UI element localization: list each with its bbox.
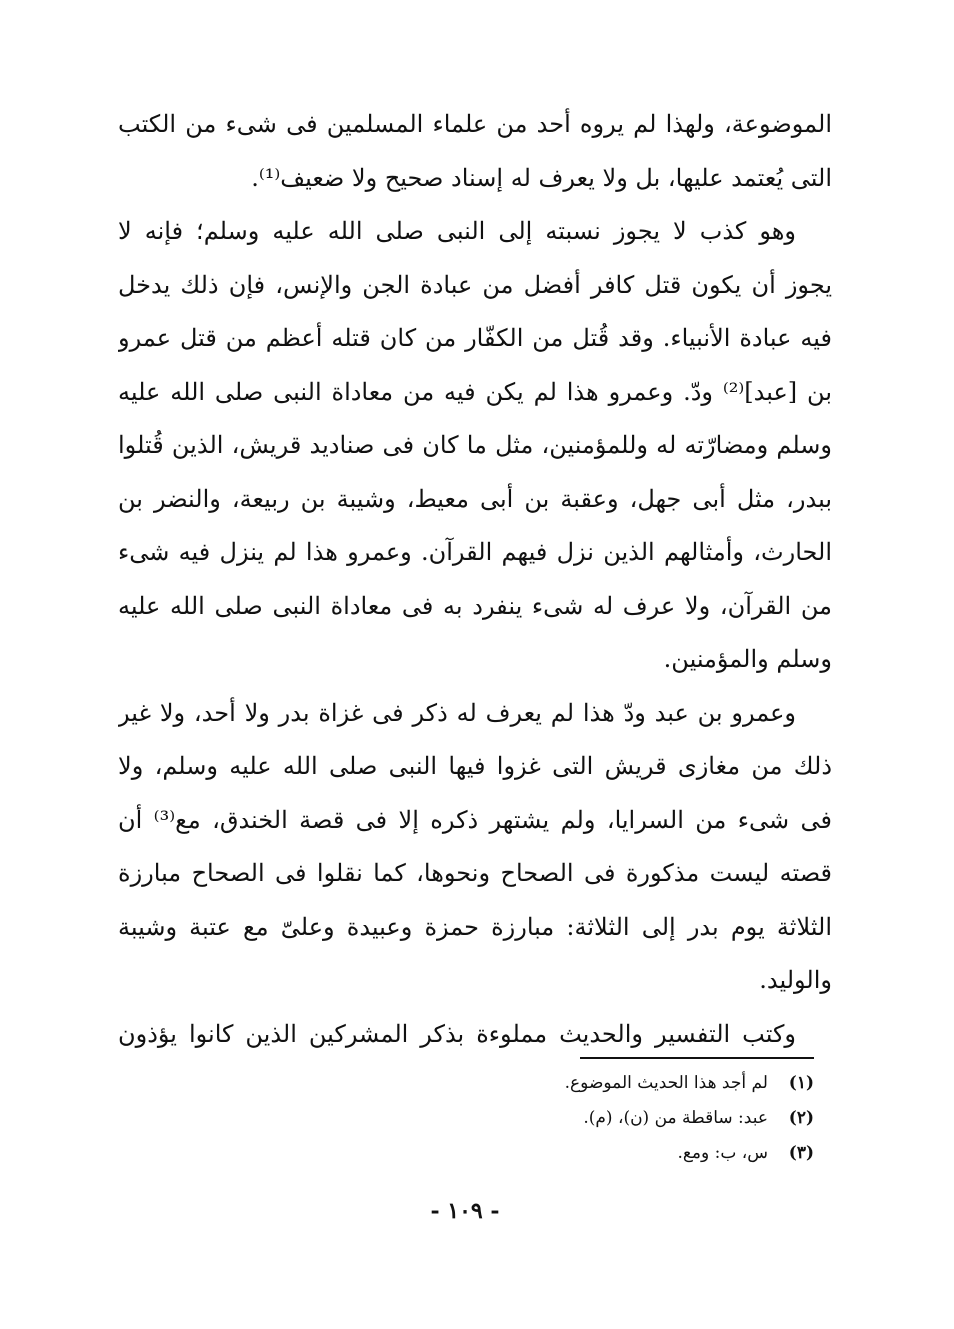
footnote-item — [300, 1066, 814, 1101]
text-line: الحارث، وأمثالهم الذين نزل فيهم القرآن. وعمرو هذا لم ينزل فيه شىء — [118, 538, 832, 566]
text-line: وكتب التفسير والحديث مملوءة بذكر المشركين الذين كانوا يؤذون — [118, 1019, 796, 1048]
body-text — [118, 98, 832, 1061]
text-line: بن [عبد]⁽²⁾ ودّ. وعمرو هذا لم يكن فيه من معاداة النبى صلى الله عليه — [118, 377, 832, 406]
text-line: قصته ليست مذكورة فى الصحاح ونحوها، كما نقلوا فى الصحاح مبارزة — [118, 859, 832, 887]
footnote-text: لم أجد هذا الحديث الموضوع. — [564, 1073, 768, 1093]
text-line: يجوز أن يكون قتل كافر أفضل من عبادة الجن والإنس، فإن ذلك يدخل — [118, 270, 832, 299]
text-line: ببدر، مثل أبى جهل، وعقبة بن أبى معيط، وشيبة بن ربيعة، والنضر بن — [118, 484, 832, 513]
text-line: وعمرو بن عبد ودّ هذا لم يعرف له ذكر فى غزاة بدر ولا أحد، ولا غير — [118, 698, 796, 727]
footnote-item — [300, 1136, 814, 1171]
footnote-divider — [580, 1057, 814, 1059]
text-line: التى يُعتمد عليها، بل ولا يعرف له إسناد صحيح ولا ضعيف⁽¹⁾. — [251, 163, 832, 192]
text-line: من القرآن، ولا عرف له شىء ينفرد به فى معاداة النبى صلى الله عليه — [118, 591, 832, 620]
text-line: والوليد. — [759, 966, 832, 994]
text-line: وسلم ومضارّته له وللمؤمنين، مثل ما كان فى صناديد قريش، الذين قُتلوا — [118, 431, 832, 459]
footnote-number: (٣) — [788, 1143, 814, 1163]
text-line: ذلك من مغازى قريش التى غزوا فيها النبى صلى الله عليه وسلم، ولا — [118, 752, 832, 780]
text-line: وهو كذب لا يجوز نسبته إلى النبى صلى الله عليه وسلم؛ فإنه لا — [118, 217, 796, 245]
page-number: - ١٠٩ - — [430, 1198, 500, 1224]
text-line: فيه عبادة الأنبياء. وقد قُتل من الكفّار من كان قتله أعظم من قتل عمرو — [118, 324, 832, 352]
footnote-item — [300, 1101, 814, 1136]
footnote-text: س، ب: ومع. — [677, 1143, 768, 1163]
text-line: الموضوعة، ولهذا لم يروه أحد من علماء المسلمين فى شىء من الكتب — [118, 110, 832, 138]
text-line: فى شىء من السرايا، ولم يشتهر ذكره إلا فى قصة الخندق، مع⁽³⁾ أن — [118, 805, 832, 834]
footnotes — [300, 1066, 814, 1171]
footnote-number: (٢) — [788, 1108, 814, 1128]
text-line: الثلاثة يوم بدر إلى الثلاثة: مبارزة حمزة وعبيدة وعلىّ مع عتبة وشيبة — [118, 912, 832, 941]
footnote-number: (١) — [788, 1073, 814, 1093]
footnote-text: عبد: ساقطة من (ن)، (م). — [583, 1108, 768, 1128]
text-line: وسلم والمؤمنين. — [663, 645, 832, 673]
